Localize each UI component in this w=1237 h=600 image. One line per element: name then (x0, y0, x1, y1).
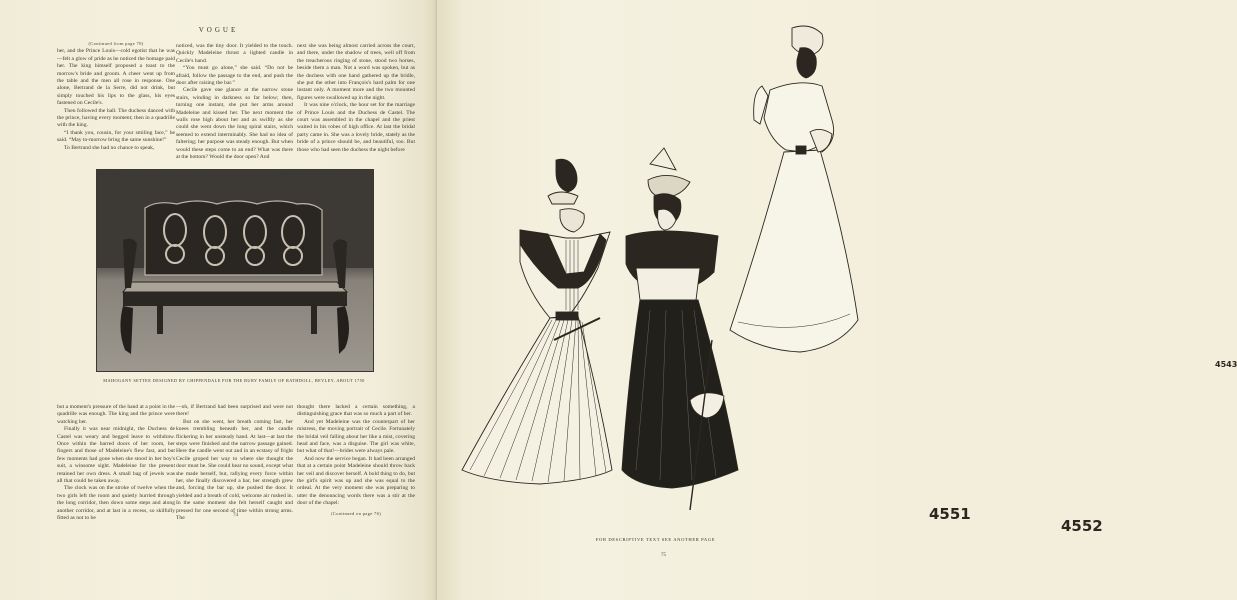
paragraph: But on she went, her breath coming fast, her knees trembling beneath her, and the candle flickering in her unsteady hand. At last—at last the steps were finished and the narrow passage gained. Here the candle went out and in an ecstasy of fright Cecile groped her way to where she thought the door must be. She could hear no sound, except what she made herself, but, rallying every force within her, she finally discovered a bar, her strength grew and, forcing the bar up, she pushed the door. It yielded and a breath of cold, welcome air rushed in. In the same moment she felt herself caught and pressed for one second of time within strong arms. The (176, 418, 293, 522)
text-column-bottom-3 (297, 404, 415, 518)
settee-photo (96, 169, 374, 372)
continued-from-note: (Continued from page 70) (88, 41, 144, 46)
photo-caption: MAHOGANY SETTEE DESIGNED BY CHIPPENDALE FOR THE BURY FAMILY OF RATHDOLL, BEVLEY, ABOUT 1750 (103, 378, 365, 383)
continued-on-note: (Continued on page 76) (330, 510, 382, 516)
right-page (437, 0, 1237, 600)
paragraph: And now the service began. It had been arranged that at a certain point Madeleine should throw back her veil and discover herself. A bold thing to do, but the girl's spirit was up and she was equal to the ordeal. At the very moment she was preparing to utter the denouncing words there was a stir at the door of the chapel: (297, 455, 415, 507)
paragraph: —oh, if Bertrand had been surprised and were not there! (176, 404, 293, 418)
figure-number-4552: 4552 (1061, 517, 1103, 535)
paragraph: Then followed the ball. The duchess danced with the prince, having every moment; then in a quadrille with the king. (57, 107, 175, 129)
paragraph: Cecile gave one glance at the narrow stone stairs, winding in darkness so far below; then, turning one instant, she put her arms around Madeleine and kissed her. The next moment the walls rose high about her and as swiftly as she could she went down the long spiral stairs, which seemed to extend interminably. She had no idea of faltering; her purpose was steady enough. But when would these steps come to an end? What was there at the bottom? Would the door open? And (176, 87, 293, 161)
running-head: VOGUE (198, 26, 239, 34)
paragraph: Finally it was near midnight, the Duchess de Castel was weary and begged leave to withdraw. Once within the barred doors of her room, her fingers and those of Madeleine's flew fast, and but few moments had gone when she stood in her boy's suit, a winsome sight. Madeleine for the present retained her own dress. A small bag of jewels was all that could be taken away. (57, 426, 175, 485)
text-column-bottom-2 (176, 404, 293, 523)
paragraph: but a moment's pressure of the hand at a point in the quadrille was enough. The king and the prince were watching her. (57, 404, 175, 425)
paragraph: “I thank you, cousin, for your smiling face,” he said. “May to-morrow bring the same sunshine!” (57, 129, 175, 144)
settee-illustration (97, 170, 373, 371)
fashion-plate-illustration (437, 0, 874, 600)
page-number-left: 74 (233, 513, 238, 518)
text-column-top-3 (297, 43, 415, 154)
paragraph: To Bertrand she had no chance to speak, (64, 144, 155, 151)
paragraph: The clock was on the stroke of twelve when the two girls left the room and quietly hurried through the long corridor, then down some steps and along another corridor, and at last in a recess, so skilfully fitted as not to be (57, 485, 175, 522)
paragraph: her, and the Prince Louis—cold egotist that he was—felt a glow of pride as he noticed the homage paid her. The king himself proposed a toast to the morrow's bride and groom. A cheer went up from the table and the men all rose in response. One alone, Bertrand de la Serre, did not drink, but simply touched his lips to the glass, his eyes fastened on Cecile's. (57, 48, 175, 107)
figure-4543 (730, 26, 858, 352)
figure-4551 (462, 159, 612, 484)
paragraph: thought there lacked a certain something, a distinguishing grace that was so much a part of her. (297, 404, 415, 418)
paragraph: next she was being almost carried across the court, and there, under the shadow of trees, well off from the treacherous ringing of stone, stood two horses, beside them a man. Not a word was spoken, but as the duchess with one hand gathered up the bridle, she put the other into François's hard palm for one instant only. A moment more and the two mounted figures were swallowed up in the night. (297, 43, 415, 101)
figure-4552 (622, 148, 738, 510)
text-column-bottom-1 (57, 404, 175, 523)
left-page (0, 0, 437, 600)
page-number-right: 75 (661, 553, 666, 558)
figure-number-4551: 4551 (929, 505, 971, 523)
text-column-top-2 (176, 43, 293, 162)
text-column-top-1 (57, 40, 175, 152)
paragraph: It was nine o'clock, the hour set for the marriage of Prince Louis and the Duchess de Castel. The court was assembled in the chapel and the priest waited in his robes of high office. At last the bridal party came in. She was a lovely bride, stately as the bride of a prince should be, and beautiful, too. But those who had seen the duchess the night before (297, 102, 415, 153)
paragraph: noticed, was the tiny door. It yielded to the touch. Quickly Madeleine thrust a lighted candle in Cecile's hand. (176, 43, 293, 64)
figure-number-4543: 4543 (1215, 360, 1237, 369)
plate-caption: FOR DESCRIPTIVE TEXT SEE ANOTHER PAGE (595, 537, 716, 542)
paragraph: “You must go alone,” she said. “Do not be afraid, follow the passage to the end, and push the door after raising the bar.” (176, 65, 293, 87)
paragraph: And yet Madeleine was the counterpart of her mistress, the moving portrait of Cecile. Fortunately the bridal veil falling about her like a mist, covering head and face, was a disguise. The girl was white, but what of that!—brides were always pale. (297, 418, 415, 455)
